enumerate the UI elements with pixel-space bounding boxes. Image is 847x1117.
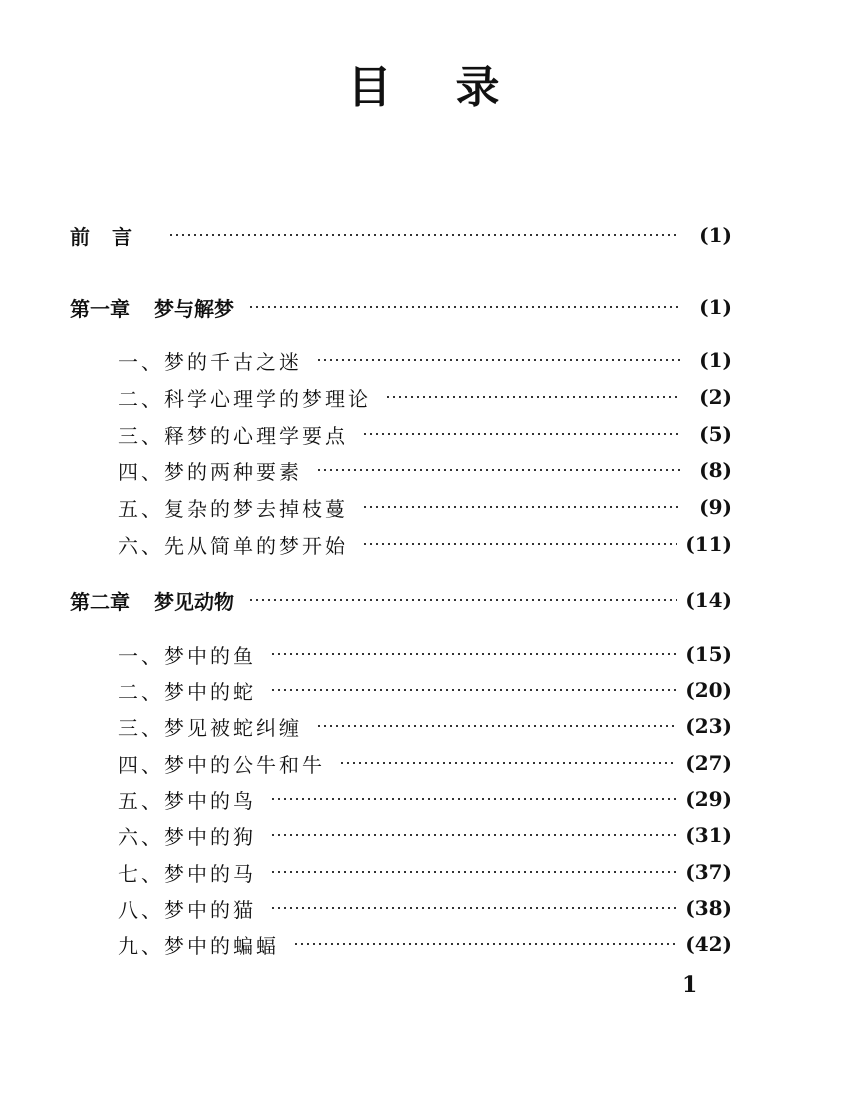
toc-entry-section[interactable] (118, 492, 732, 522)
page-title-char-2: 录 (455, 62, 564, 113)
leader-dots (248, 306, 680, 308)
toc-entry-label: 第一章 梦与解梦 (70, 296, 234, 321)
leader-dots (385, 396, 680, 398)
toc-entry-label: 二、梦中的蛇 (118, 679, 256, 704)
toc-entry-section[interactable] (118, 748, 732, 778)
leader-dots (362, 433, 680, 435)
toc-entry-label: 二、科学心理学的梦理论 (118, 386, 371, 411)
toc-entry-page: (1) (699, 223, 732, 247)
toc-entry-section[interactable] (118, 382, 732, 412)
leader-dots (316, 359, 680, 361)
toc-entry-page: (9) (699, 495, 732, 519)
toc-entry-page: (5) (699, 422, 732, 446)
toc-entry-label: 三、梦见被蛇纠缠 (118, 715, 302, 740)
toc-entry-label: 四、梦中的公牛和牛 (118, 752, 325, 777)
toc-entry-section[interactable] (118, 857, 732, 887)
toc-entry-section[interactable] (118, 784, 732, 814)
toc-entry-label: 四、梦的两种要素 (118, 459, 302, 484)
toc-entry-page: (14) (685, 588, 732, 612)
toc-entry-label: 五、复杂的梦去掉枝蔓 (118, 496, 348, 521)
leader-dots (168, 234, 680, 236)
toc-entry-label: 三、释梦的心理学要点 (118, 423, 348, 448)
toc-entry-label: 六、梦中的狗 (118, 824, 256, 849)
toc-entry-section[interactable] (118, 345, 732, 375)
toc-entry-label: 一、梦的千古之迷 (118, 349, 302, 374)
toc-entry-section[interactable] (118, 529, 732, 559)
toc-entry-page: (2) (699, 385, 732, 409)
toc-entry-page: (20) (685, 678, 732, 702)
toc-entry-page: (8) (699, 458, 732, 482)
leader-dots (270, 834, 677, 836)
page-number: 1 (682, 972, 698, 998)
toc-entry-preface[interactable] (70, 220, 732, 250)
toc-entry-page: (1) (699, 295, 732, 319)
toc-entry-page: (23) (685, 714, 732, 738)
toc-entry-page: (1) (699, 348, 732, 372)
leader-dots (270, 653, 677, 655)
leader-dots (316, 725, 677, 727)
leader-dots (270, 689, 677, 691)
toc-entry-section[interactable] (118, 820, 732, 850)
leader-dots (362, 543, 677, 545)
toc-entry-page: (31) (685, 823, 732, 847)
toc-entry-chapter-1[interactable] (70, 292, 732, 322)
toc-entry-page: (11) (685, 532, 732, 556)
leader-dots (316, 469, 680, 471)
toc-entry-section[interactable] (118, 893, 732, 923)
page-title-char-1: 目 (347, 62, 456, 113)
toc-entry-label: 第二章 梦见动物 (70, 589, 234, 614)
leader-dots (339, 762, 677, 764)
leader-dots (270, 798, 677, 800)
toc-entry-section[interactable] (118, 929, 732, 959)
toc-entry-label: 前言 (70, 224, 154, 249)
page-title (0, 58, 847, 118)
toc-entry-label: 一、梦中的鱼 (118, 643, 256, 668)
toc-entry-page: (29) (685, 787, 732, 811)
leader-dots (248, 599, 677, 601)
toc-entry-label: 八、梦中的猫 (118, 897, 256, 922)
toc-entry-label: 九、梦中的蝙蝠 (118, 933, 279, 958)
toc-entry-page: (27) (685, 751, 732, 775)
toc-entry-label: 六、先从简单的梦开始 (118, 533, 348, 558)
toc-entry-label: 七、梦中的马 (118, 861, 256, 886)
leader-dots (270, 871, 677, 873)
toc-entry-section[interactable] (118, 419, 732, 449)
toc-entry-section[interactable] (118, 675, 732, 705)
toc-entry-label: 五、梦中的鸟 (118, 788, 256, 813)
toc-entry-page: (15) (685, 642, 732, 666)
toc-entry-page: (42) (685, 932, 732, 956)
toc-entry-section[interactable] (118, 455, 732, 485)
toc-entry-chapter-2[interactable] (70, 585, 732, 615)
toc-entry-section[interactable] (118, 639, 732, 669)
toc-entry-page: (37) (685, 860, 732, 884)
toc-entry-section[interactable] (118, 711, 732, 741)
leader-dots (362, 506, 680, 508)
leader-dots (293, 943, 677, 945)
toc-entry-page: (38) (685, 896, 732, 920)
leader-dots (270, 907, 677, 909)
